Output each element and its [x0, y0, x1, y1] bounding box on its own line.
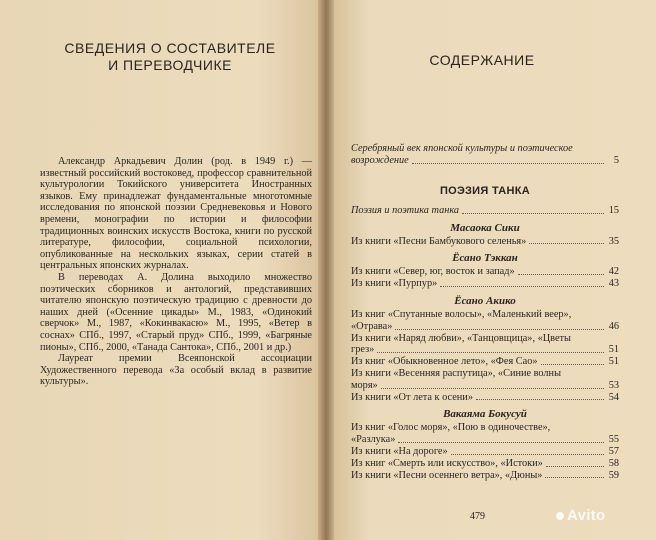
- leader-dots: [381, 388, 604, 389]
- toc-row: [351, 321, 619, 333]
- toc-row: [351, 278, 619, 290]
- toc-page-number: 53: [608, 379, 619, 391]
- toc-authors: [351, 222, 619, 482]
- bio-paragraph: Лауреат премии Всеяпонской ассоциации Художественного перевода «За особый вклад в развитие культуры».: [40, 353, 312, 388]
- toc-intro-line: Серебряный век японской культуры и поэтическое: [351, 143, 573, 154]
- toc-row: [351, 205, 619, 217]
- toc-entry-text: возрождение: [351, 155, 409, 166]
- toc-author-name: Вакаяма Бокусуй: [443, 408, 527, 421]
- page-number: 479: [470, 511, 485, 522]
- toc-entry: [351, 368, 619, 392]
- toc-page-number: 57: [608, 445, 619, 457]
- leader-dots: [546, 466, 604, 467]
- toc-page-number: 58: [608, 457, 619, 469]
- section-heading: ПОЭЗИЯ ТАНКА: [439, 184, 531, 197]
- toc-row: [351, 236, 619, 248]
- toc-row: [351, 155, 619, 167]
- book-gutter: [318, 0, 334, 540]
- toc-entry-text: Из книг «Смерть или искусство», «Истоки»: [351, 457, 543, 469]
- toc-entry-line: Из книг «Спутанные волосы», «Маленький веер»,: [351, 308, 572, 320]
- toc-entry-text: Из книг «Обыкновенное лето», «Фея Сао»: [351, 356, 538, 368]
- toc-entry-text: Из книги «От лета к осени»: [351, 391, 473, 403]
- compiler-section-title: [40, 40, 300, 74]
- compiler-bio: [40, 156, 312, 388]
- toc-page-number: 43: [608, 278, 619, 290]
- toc-entry: [351, 392, 619, 404]
- leader-dots: [529, 243, 604, 244]
- toc-page-number: 42: [608, 266, 619, 278]
- avito-logo-icon: [556, 512, 564, 520]
- toc-entry-line: Из книги «Весенняя распутица», «Синие волны: [351, 367, 561, 379]
- toc-author-name: Ёсано Тэккан: [452, 252, 518, 265]
- toc-entry: [351, 470, 619, 482]
- toc-row: [351, 446, 619, 458]
- toc-entry-text: Из книги «Пурпур»: [351, 278, 438, 290]
- toc-page-number: 46: [608, 320, 619, 332]
- toc-row: [351, 470, 619, 482]
- leader-dots: [545, 477, 604, 478]
- leader-dots: [398, 442, 604, 443]
- leader-dots: [476, 399, 604, 400]
- toc-entry: [351, 446, 619, 458]
- leader-dots: [462, 213, 604, 214]
- leader-dots: [451, 454, 604, 455]
- bio-paragraph: Александр Аркадьевич Долин (род. в 1949 г.) — известный российский востоковед, профессор сравнительной культурологии Токийского университета Иностранных языков. Ему принадлежат фундаментальные многотомные исследования по японской поэзии Средневековья и Нового времени, монографии по истории и философии традиционных воинских искусств Востока, книги по русской литературе, философии, социальной психологии, опубликованные на нескольких языках, серии статей в центральных японских журналах.: [40, 156, 312, 272]
- toc-row: [351, 266, 619, 278]
- toc-page-number: 51: [608, 356, 619, 368]
- toc-author-name: Ёсано Акико: [454, 294, 516, 307]
- toc-entry: [351, 236, 619, 248]
- toc-page-number: 35: [608, 235, 619, 247]
- title-line: И ПЕРЕВОДЧИКЕ: [108, 57, 232, 73]
- toc-entry: [351, 309, 619, 333]
- leader-dots: [377, 352, 604, 353]
- toc-entry-line: Из книги «Наряд любви», «Танцовщица», «Цветы: [351, 332, 571, 344]
- toc-entry-line: Из книг «Голос моря», «Пою в одиночестве»,: [351, 422, 551, 434]
- toc-entry-text: Из книги «Север, юг, восток и запад»: [351, 266, 515, 278]
- title-line: СВЕДЕНИЯ О СОСТАВИТЕЛЕ: [64, 40, 276, 56]
- toc-entry-text: Из книги «На дороге»: [351, 445, 448, 457]
- toc-row: [351, 356, 619, 368]
- toc-page-number: 51: [608, 344, 619, 356]
- toc-entry: [351, 422, 619, 446]
- toc-entry-text: «Разлука»: [351, 434, 396, 446]
- toc-row: [351, 344, 619, 356]
- toc-entry-text: грез»: [351, 344, 375, 356]
- toc-page-number: 55: [608, 434, 619, 446]
- toc-intro: [351, 143, 619, 167]
- leader-dots: [541, 364, 604, 365]
- table-of-contents: [351, 143, 619, 481]
- leader-dots: [395, 329, 604, 330]
- toc-entry-text: «Отрава»: [351, 320, 393, 332]
- toc-row: [351, 392, 619, 404]
- leader-dots: [412, 163, 604, 164]
- toc-entry: [351, 356, 619, 368]
- watermark-text: Avito: [567, 507, 606, 524]
- toc-page-number: 15: [608, 204, 619, 216]
- toc-entry-text: Из книги «Песни осеннего ветра», «Дюны»: [351, 469, 543, 481]
- avito-watermark: [556, 507, 605, 524]
- contents-title: СОДЕРЖАНИЕ: [429, 52, 535, 68]
- toc-row: [351, 434, 619, 446]
- toc-entry-text: Поэзия и поэтика танка: [351, 204, 460, 216]
- toc-page-number: 54: [608, 391, 619, 403]
- toc-row: [351, 458, 619, 470]
- toc-entry: [351, 266, 619, 278]
- bio-paragraph: В переводах А. Долина выходило множество поэтических сборников и антологий, представивших читателю японскую поэтическую традицию с древности до наших дней («Осенние цикады» М., 1983, «Одинокий сверчок» М., 1987, «Кокинвакасю» М., 1995, «Ветер в соснах» СПб., 1997, «Старый пруд» СПб., 1999, «Багряные пионы», СПб., 2000, «Танада Сантока», СПб., 2001 и др.): [40, 271, 312, 353]
- toc-page-number: 5: [613, 155, 619, 166]
- toc-author-name: Масаока Сики: [450, 221, 520, 234]
- toc-entry-text: Из книги «Песни Бамбукового селенья»: [351, 235, 527, 247]
- toc-page-number: 59: [608, 469, 619, 481]
- toc-entry: [351, 333, 619, 357]
- leader-dots: [518, 274, 604, 275]
- leader-dots: [440, 286, 604, 287]
- toc-entry: [351, 278, 619, 290]
- toc-entry-text: моря»: [351, 379, 378, 391]
- toc-entry: [351, 458, 619, 470]
- toc-row: [351, 380, 619, 392]
